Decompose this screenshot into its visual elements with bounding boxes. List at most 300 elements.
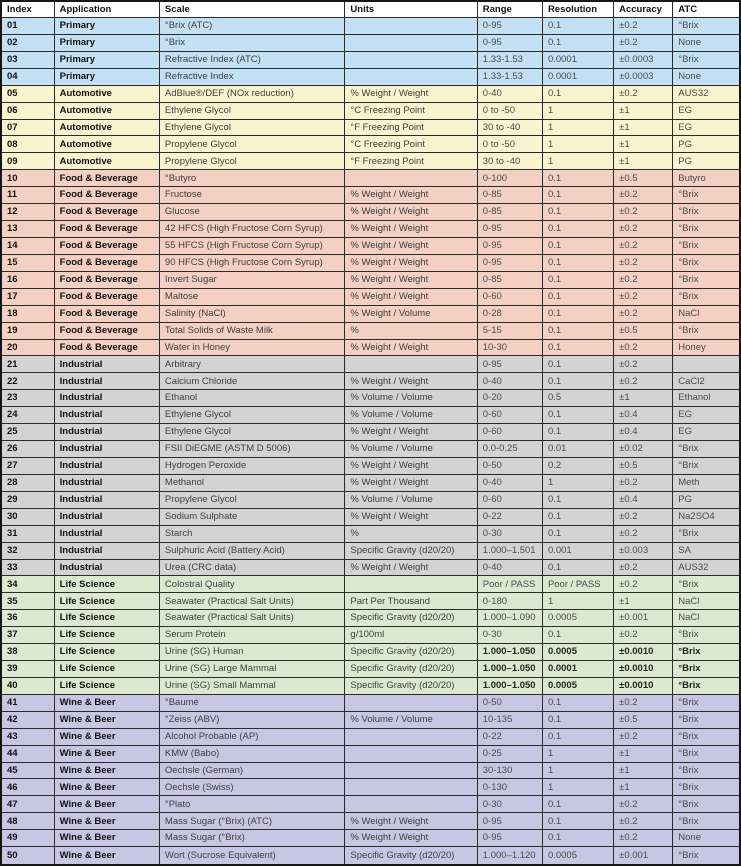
cell-scale: Mass Sugar (°Brix) (ATC) (159, 813, 345, 830)
cell-range: 0-20 (477, 390, 542, 407)
cell-scale: Hydrogen Peroxide (159, 457, 345, 474)
cell-application: Life Science (54, 627, 159, 644)
cell-scale: Colostral Quality (159, 576, 345, 593)
cell-accuracy: ±1 (614, 119, 673, 136)
cell-units: Specific Gravity (d20/20) (345, 610, 477, 627)
cell-range: 0-95 (477, 34, 542, 51)
table-row (1, 491, 740, 508)
cell-application: Industrial (54, 424, 159, 441)
cell-range: 0-130 (477, 779, 542, 796)
cell-index: 48 (1, 813, 54, 830)
cell-index: 47 (1, 796, 54, 813)
table-row (1, 576, 740, 593)
cell-units: % Weight / Weight (345, 85, 477, 102)
cell-accuracy: ±0.2 (614, 339, 673, 356)
cell-accuracy: ±0.2 (614, 187, 673, 204)
cell-scale: FSII DiEGME (ASTM D 5006) (159, 441, 345, 458)
cell-atc: °Brix (673, 711, 740, 728)
cell-resolution: 0.1 (542, 221, 613, 238)
cell-scale: Serum Protein (159, 627, 345, 644)
cell-application: Food & Beverage (54, 288, 159, 305)
cell-accuracy: ±0.02 (614, 441, 673, 458)
cell-application: Food & Beverage (54, 305, 159, 322)
cell-index: 37 (1, 627, 54, 644)
table-row (1, 237, 740, 254)
cell-units: % Weight / Weight (345, 457, 477, 474)
cell-index: 21 (1, 356, 54, 373)
table-body (1, 18, 740, 866)
cell-atc: °Brix (673, 847, 740, 865)
cell-units: % Weight / Weight (345, 559, 477, 576)
cell-scale: Urine (SG) Small Mammal (159, 677, 345, 694)
cell-units (345, 576, 477, 593)
cell-application: Primary (54, 34, 159, 51)
cell-units: % (345, 525, 477, 542)
cell-accuracy: ±1 (614, 593, 673, 610)
cell-range: 1.000–1.050 (477, 677, 542, 694)
cell-atc: °Brix (673, 796, 740, 813)
table-row (1, 407, 740, 424)
cell-range: 0-50 (477, 694, 542, 711)
cell-index: 32 (1, 542, 54, 559)
cell-accuracy: ±0.0010 (614, 644, 673, 661)
cell-atc: °Brix (673, 204, 740, 221)
cell-atc: EG (673, 424, 740, 441)
cell-resolution: 0.1 (542, 813, 613, 830)
cell-application: Wine & Beer (54, 847, 159, 865)
cell-atc: EG (673, 102, 740, 119)
cell-accuracy: ±0.2 (614, 254, 673, 271)
cell-units (345, 68, 477, 85)
cell-units: % Volume / Volume (345, 390, 477, 407)
cell-atc: °Brix (673, 728, 740, 745)
table-row (1, 424, 740, 441)
cell-units: Specific Gravity (d20/20) (345, 661, 477, 678)
cell-resolution: 0.1 (542, 491, 613, 508)
cell-atc: Ethanol (673, 390, 740, 407)
cell-resolution: 0.1 (542, 728, 613, 745)
cell-scale: °Butyro (159, 170, 345, 187)
cell-application: Automotive (54, 153, 159, 170)
cell-range: 0-40 (477, 474, 542, 491)
cell-range: 0-22 (477, 508, 542, 525)
cell-accuracy: ±0.2 (614, 288, 673, 305)
cell-scale: Refractive Index (159, 68, 345, 85)
cell-scale: KMW (Babo) (159, 745, 345, 762)
table-row (1, 813, 740, 830)
cell-atc: None (673, 34, 740, 51)
cell-index: 30 (1, 508, 54, 525)
cell-index: 43 (1, 728, 54, 745)
cell-accuracy: ±0.2 (614, 356, 673, 373)
cell-units: % Volume / Volume (345, 491, 477, 508)
cell-units: % Weight / Weight (345, 830, 477, 847)
cell-range: 0 to -50 (477, 102, 542, 119)
cell-resolution: 0.0001 (542, 68, 613, 85)
cell-range: 0-95 (477, 221, 542, 238)
cell-resolution: 0.1 (542, 85, 613, 102)
cell-scale: Seawater (Practical Salt Units) (159, 593, 345, 610)
table-row (1, 508, 740, 525)
cell-range: 30-130 (477, 762, 542, 779)
cell-index: 27 (1, 457, 54, 474)
cell-accuracy: ±0.0003 (614, 51, 673, 68)
cell-atc: PG (673, 491, 740, 508)
cell-index: 36 (1, 610, 54, 627)
cell-atc: CaCl2 (673, 373, 740, 390)
cell-scale: Propylene Glycol (159, 153, 345, 170)
column-header-units: Units (345, 1, 477, 18)
table-row (1, 762, 740, 779)
cell-range: 0-22 (477, 728, 542, 745)
table-row (1, 356, 740, 373)
cell-scale: Ethylene Glycol (159, 424, 345, 441)
cell-application: Wine & Beer (54, 728, 159, 745)
cell-units (345, 745, 477, 762)
cell-application: Food & Beverage (54, 271, 159, 288)
cell-units: % Volume / Volume (345, 711, 477, 728)
table-row (1, 254, 740, 271)
cell-scale: °Brix (159, 34, 345, 51)
cell-application: Primary (54, 18, 159, 35)
cell-accuracy: ±0.2 (614, 576, 673, 593)
cell-application: Wine & Beer (54, 813, 159, 830)
cell-atc: °Brix (673, 254, 740, 271)
cell-index: 05 (1, 85, 54, 102)
cell-index: 44 (1, 745, 54, 762)
cell-atc: PG (673, 136, 740, 153)
cell-range: 0-100 (477, 170, 542, 187)
table-row (1, 661, 740, 678)
table-row (1, 644, 740, 661)
cell-resolution: 0.1 (542, 508, 613, 525)
cell-accuracy: ±1 (614, 136, 673, 153)
cell-atc: Na2SO4 (673, 508, 740, 525)
cell-atc: °Brix (673, 271, 740, 288)
cell-atc: °Brix (673, 322, 740, 339)
cell-accuracy: ±0.2 (614, 34, 673, 51)
cell-atc: °Brix (673, 661, 740, 678)
cell-accuracy: ±1 (614, 745, 673, 762)
table-row (1, 525, 740, 542)
cell-units: % Volume / Volume (345, 407, 477, 424)
cell-range: 1.000–1.050 (477, 661, 542, 678)
cell-units: % Volume / Volume (345, 441, 477, 458)
cell-scale: Invert Sugar (159, 271, 345, 288)
cell-resolution: 0.1 (542, 34, 613, 51)
cell-application: Industrial (54, 542, 159, 559)
cell-range: 0-40 (477, 85, 542, 102)
cell-scale: Propylene Glycol (159, 136, 345, 153)
cell-index: 22 (1, 373, 54, 390)
cell-accuracy: ±0.4 (614, 424, 673, 441)
table-row (1, 271, 740, 288)
cell-scale: Glucose (159, 204, 345, 221)
cell-accuracy: ±0.2 (614, 830, 673, 847)
cell-atc: None (673, 68, 740, 85)
cell-scale: Seawater (Practical Salt Units) (159, 610, 345, 627)
table-row (1, 474, 740, 491)
cell-accuracy: ±0.5 (614, 457, 673, 474)
cell-units: % Weight / Weight (345, 237, 477, 254)
cell-range: Poor / PASS (477, 576, 542, 593)
cell-resolution: 0.1 (542, 322, 613, 339)
cell-index: 49 (1, 830, 54, 847)
cell-scale: °Baumé (159, 694, 345, 711)
column-header-application: Application (54, 1, 159, 18)
cell-application: Life Science (54, 610, 159, 627)
column-header-resolution: Resolution (542, 1, 613, 18)
cell-scale: Total Solids of Waste Milk (159, 322, 345, 339)
cell-units (345, 170, 477, 187)
cell-resolution: 0.1 (542, 424, 613, 441)
cell-index: 26 (1, 441, 54, 458)
cell-application: Industrial (54, 525, 159, 542)
cell-scale: Ethylene Glycol (159, 102, 345, 119)
cell-accuracy: ±0.2 (614, 85, 673, 102)
cell-scale: Urea (CRC data) (159, 559, 345, 576)
table-row (1, 694, 740, 711)
cell-scale: Sulphuric Acid (Battery Acid) (159, 542, 345, 559)
cell-application: Food & Beverage (54, 339, 159, 356)
cell-accuracy: ±0.2 (614, 305, 673, 322)
cell-atc: NaCl (673, 610, 740, 627)
cell-accuracy: ±0.2 (614, 694, 673, 711)
cell-units: % Weight / Weight (345, 187, 477, 204)
cell-accuracy: ±0.2 (614, 813, 673, 830)
cell-index: 34 (1, 576, 54, 593)
cell-accuracy: ±0.2 (614, 271, 673, 288)
cell-atc: EG (673, 119, 740, 136)
table-row (1, 711, 740, 728)
cell-units: °C Freezing Point (345, 136, 477, 153)
cell-application: Food & Beverage (54, 237, 159, 254)
cell-application: Food & Beverage (54, 204, 159, 221)
cell-range: 0-60 (477, 491, 542, 508)
cell-accuracy: ±0.2 (614, 508, 673, 525)
cell-accuracy: ±0.2 (614, 474, 673, 491)
cell-scale: AdBlue®/DEF (NOx reduction) (159, 85, 345, 102)
table-row (1, 373, 740, 390)
cell-index: 28 (1, 474, 54, 491)
cell-scale: Alcohol Probable (AP) (159, 728, 345, 745)
cell-accuracy: ±1 (614, 779, 673, 796)
cell-index: 46 (1, 779, 54, 796)
cell-accuracy: ±0.4 (614, 491, 673, 508)
cell-resolution: 0.5 (542, 390, 613, 407)
cell-units: % Weight / Weight (345, 254, 477, 271)
cell-application: Wine & Beer (54, 796, 159, 813)
cell-atc: SA (673, 542, 740, 559)
cell-range: 0-40 (477, 373, 542, 390)
cell-range: 1.33-1.53 (477, 68, 542, 85)
cell-application: Life Science (54, 593, 159, 610)
column-header-range: Range (477, 1, 542, 18)
cell-atc: °Brix (673, 288, 740, 305)
cell-resolution: 0.1 (542, 271, 613, 288)
table-row (1, 119, 740, 136)
cell-units: °C Freezing Point (345, 102, 477, 119)
cell-index: 39 (1, 661, 54, 678)
cell-range: 0-95 (477, 237, 542, 254)
cell-resolution: 1 (542, 762, 613, 779)
cell-atc: °Brix (673, 745, 740, 762)
cell-scale: Wort (Sucrose Equivalent) (159, 847, 345, 865)
cell-scale: Propylene Glycol (159, 491, 345, 508)
cell-range: 0-40 (477, 559, 542, 576)
cell-atc: AUS32 (673, 559, 740, 576)
cell-application: Primary (54, 68, 159, 85)
cell-resolution: 0.0001 (542, 661, 613, 678)
table-row (1, 627, 740, 644)
cell-scale: Starch (159, 525, 345, 542)
cell-range: 1.000–1.050 (477, 644, 542, 661)
cell-accuracy: ±1 (614, 390, 673, 407)
cell-index: 03 (1, 51, 54, 68)
cell-units: Specific Gravity (d20/20) (345, 677, 477, 694)
cell-resolution: 1 (542, 779, 613, 796)
cell-accuracy: ±0.001 (614, 847, 673, 865)
cell-resolution: 0.1 (542, 18, 613, 35)
cell-application: Industrial (54, 407, 159, 424)
cell-resolution: 1 (542, 474, 613, 491)
cell-atc: °Brix (673, 441, 740, 458)
cell-resolution: 0.2 (542, 457, 613, 474)
cell-range: 10-135 (477, 711, 542, 728)
cell-application: Automotive (54, 102, 159, 119)
cell-accuracy: ±0.0010 (614, 677, 673, 694)
cell-units (345, 18, 477, 35)
cell-range: 10-30 (477, 339, 542, 356)
cell-application: Food & Beverage (54, 322, 159, 339)
cell-application: Automotive (54, 136, 159, 153)
table-row (1, 847, 740, 865)
cell-resolution: 0.1 (542, 288, 613, 305)
cell-index: 35 (1, 593, 54, 610)
cell-index: 18 (1, 305, 54, 322)
cell-resolution: 0.1 (542, 694, 613, 711)
cell-units: % Weight / Weight (345, 271, 477, 288)
cell-units (345, 51, 477, 68)
cell-units (345, 34, 477, 51)
cell-index: 15 (1, 254, 54, 271)
cell-units: °F Freezing Point (345, 153, 477, 170)
cell-accuracy: ±0.5 (614, 170, 673, 187)
cell-index: 01 (1, 18, 54, 35)
cell-application: Food & Beverage (54, 187, 159, 204)
cell-index: 04 (1, 68, 54, 85)
cell-accuracy: ±0.2 (614, 18, 673, 35)
cell-application: Automotive (54, 85, 159, 102)
cell-accuracy: ±0.2 (614, 237, 673, 254)
cell-application: Industrial (54, 474, 159, 491)
cell-scale: Mass Sugar (°Brix) (159, 830, 345, 847)
cell-resolution: 0.1 (542, 525, 613, 542)
cell-units: % Weight / Weight (345, 373, 477, 390)
cell-index: 12 (1, 204, 54, 221)
cell-units: % Weight / Volume (345, 305, 477, 322)
cell-accuracy: ±1 (614, 102, 673, 119)
cell-atc: °Brix (673, 457, 740, 474)
cell-application: Automotive (54, 119, 159, 136)
cell-resolution: 0.1 (542, 204, 613, 221)
cell-scale: Ethylene Glycol (159, 407, 345, 424)
cell-units: g/100ml (345, 627, 477, 644)
cell-units (345, 694, 477, 711)
cell-scale: Urine (SG) Large Mammal (159, 661, 345, 678)
cell-atc: None (673, 830, 740, 847)
cell-range: 0 to -50 (477, 136, 542, 153)
cell-application: Industrial (54, 508, 159, 525)
cell-index: 10 (1, 170, 54, 187)
cell-accuracy: ±0.2 (614, 627, 673, 644)
cell-scale: Ethanol (159, 390, 345, 407)
cell-range: 0-95 (477, 830, 542, 847)
column-header-accuracy: Accuracy (614, 1, 673, 18)
cell-scale: 90 HFCS (High Fructose Corn Syrup) (159, 254, 345, 271)
table-row (1, 441, 740, 458)
cell-application: Life Science (54, 644, 159, 661)
table-row (1, 542, 740, 559)
cell-application: Life Science (54, 661, 159, 678)
cell-range: 0-60 (477, 424, 542, 441)
cell-resolution: 0.0005 (542, 644, 613, 661)
cell-units: % Weight / Weight (345, 424, 477, 441)
cell-resolution: 1 (542, 593, 613, 610)
cell-range: 0-30 (477, 627, 542, 644)
cell-index: 23 (1, 390, 54, 407)
cell-index: 45 (1, 762, 54, 779)
cell-application: Food & Beverage (54, 170, 159, 187)
cell-range: 0-60 (477, 288, 542, 305)
cell-application: Wine & Beer (54, 762, 159, 779)
cell-resolution: 0.1 (542, 711, 613, 728)
cell-index: 38 (1, 644, 54, 661)
cell-units: % Weight / Weight (345, 221, 477, 238)
cell-accuracy: ±0.2 (614, 373, 673, 390)
cell-scale: °Zeiss (ABV) (159, 711, 345, 728)
cell-accuracy: ±0.003 (614, 542, 673, 559)
cell-accuracy: ±0.2 (614, 525, 673, 542)
cell-atc: NaCl (673, 305, 740, 322)
cell-units: Part Per Thousand (345, 593, 477, 610)
cell-accuracy: ±0.0003 (614, 68, 673, 85)
cell-resolution: 0.0001 (542, 51, 613, 68)
cell-resolution: 0.1 (542, 627, 613, 644)
column-header-index: Index (1, 1, 54, 18)
cell-units: Specific Gravity (d20/20) (345, 847, 477, 865)
cell-range: 1.000–1.120 (477, 847, 542, 865)
cell-range: 0-95 (477, 18, 542, 35)
cell-resolution: 1 (542, 153, 613, 170)
cell-accuracy: ±0.5 (614, 322, 673, 339)
cell-scale: Refractive Index (ATC) (159, 51, 345, 68)
cell-index: 13 (1, 221, 54, 238)
cell-application: Industrial (54, 491, 159, 508)
cell-scale: Oechsle (Swiss) (159, 779, 345, 796)
cell-index: 29 (1, 491, 54, 508)
cell-index: 20 (1, 339, 54, 356)
cell-atc: °Brix (673, 221, 740, 238)
cell-range: 5-15 (477, 322, 542, 339)
table-row (1, 322, 740, 339)
table-row (1, 728, 740, 745)
cell-resolution: Poor / PASS (542, 576, 613, 593)
cell-atc: °Brix (673, 51, 740, 68)
cell-resolution: 0.01 (542, 441, 613, 458)
table-row (1, 745, 740, 762)
cell-application: Industrial (54, 457, 159, 474)
